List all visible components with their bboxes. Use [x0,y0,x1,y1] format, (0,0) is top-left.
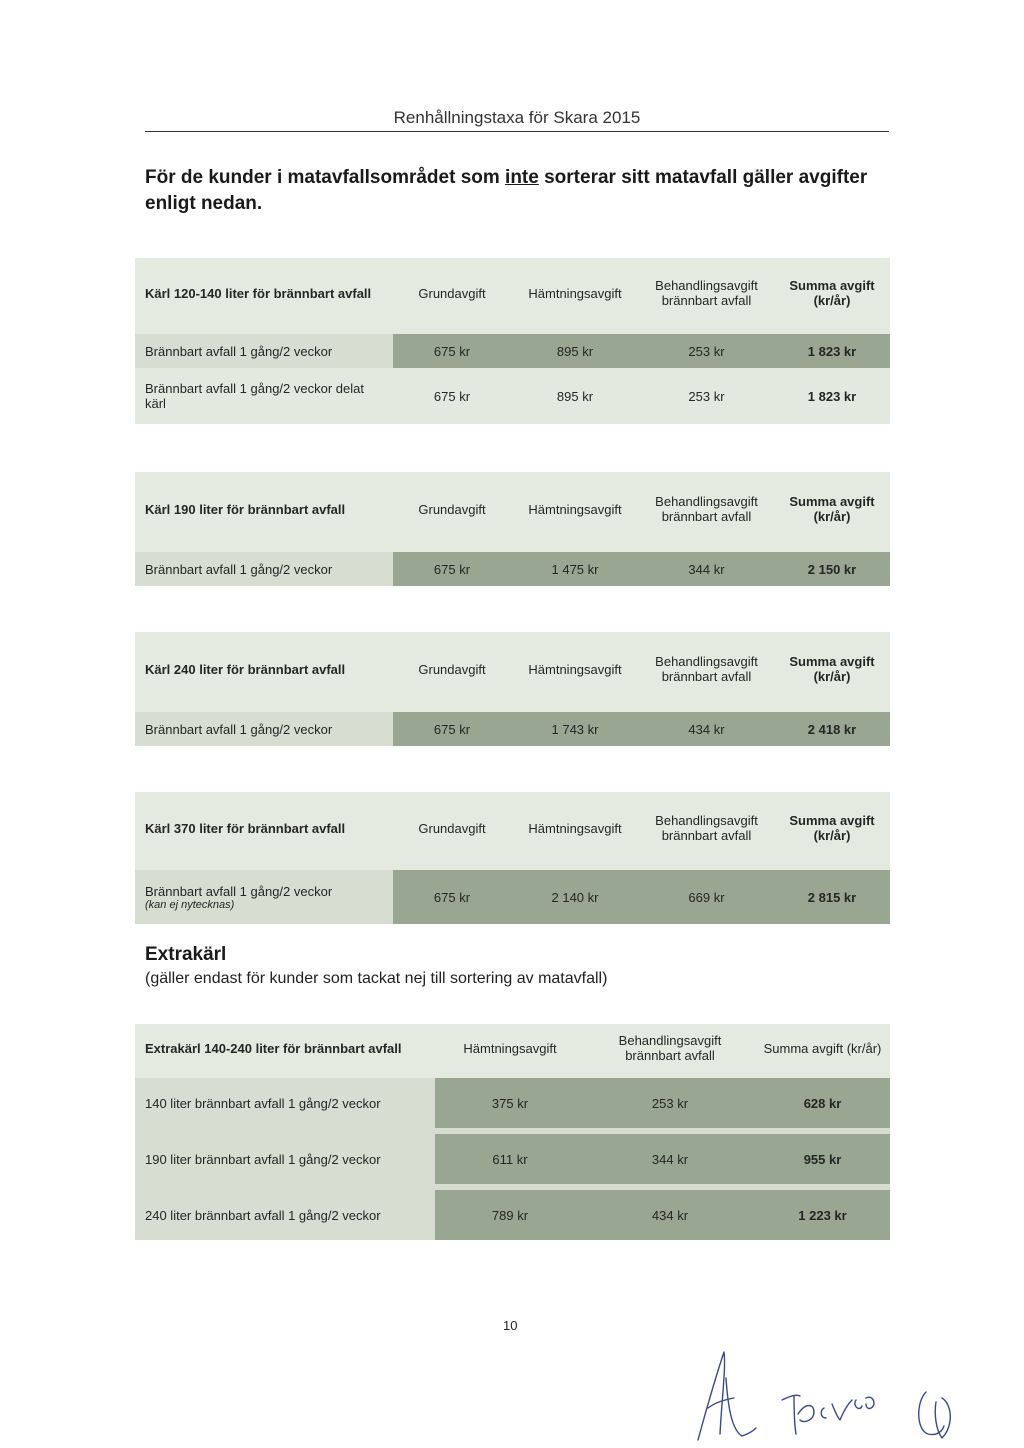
column-header-base-fee: Grundavgift [393,472,511,546]
total-fee-cell: 2 418 kr [774,712,890,746]
collection-fee-cell: 2 140 kr [511,870,639,924]
intro-emphasis: inte [505,167,539,188]
table-header-row [135,258,890,328]
table-row [135,1134,890,1184]
column-header-container: Kärl 370 liter för brännbart avfall [135,792,393,864]
treatment-fee-cell: 253 kr [639,368,774,424]
table-row [135,334,890,368]
column-header-collection-fee: Hämtningsavgift [435,1024,585,1072]
signature-2 [782,1395,874,1434]
collection-fee-cell: 1 743 kr [511,712,639,746]
column-header-total-fee: Summa avgift (kr/år) [755,1024,890,1072]
row-note: (kan ej nytecknas) [145,898,235,911]
row-label: Brännbart avfall 1 gång/2 veckor [135,552,393,586]
column-header-collection-fee: Hämtningsavgift [511,472,639,546]
treatment-fee-cell: 344 kr [585,1134,755,1184]
treatment-fee-cell: 669 kr [639,870,774,924]
column-header-treatment-fee: Behandlingsavgift brännbart avfall [639,472,774,546]
table-row [135,1078,890,1128]
column-header-treatment-fee: Behandlingsavgift brännbart avfall [639,258,774,328]
treatment-fee-cell: 434 kr [585,1190,755,1240]
column-header-collection-fee: Hämtningsavgift [511,792,639,864]
row-label: Brännbart avfall 1 gång/2 veckor (kan ej nytecknas) [135,870,393,924]
fee-table-370 [135,792,890,924]
collection-fee-cell: 895 kr [511,368,639,424]
extra-section-note: (gäller endast för kunder som tackat nej till sortering av matavfall) [145,970,608,987]
column-header-container: Kärl 120-140 liter för brännbart avfall [135,258,393,328]
handwritten-signatures [690,1338,990,1443]
column-header-total-fee: Summa avgift (kr/år) [774,258,890,328]
extra-section-title: Extrakärl [145,944,227,965]
table-header-row [135,632,890,706]
intro-text: För de kunder i matavfallsområdet som inte sorterar sitt matavfall gäller avgifter enligt nedan. [145,167,868,214]
total-fee-cell: 2 815 kr [774,870,890,924]
row-label: Brännbart avfall 1 gång/2 veckor [135,334,393,368]
page-number: 10 [503,1318,518,1333]
header-rule [145,131,889,132]
column-header-total-fee: Summa avgift (kr/år) [774,792,890,864]
total-fee-cell: 955 kr [755,1134,890,1184]
collection-fee-cell: 611 kr [435,1134,585,1184]
row-label: 190 liter brännbart avfall 1 gång/2 veckor [135,1134,435,1184]
total-fee-cell: 1 223 kr [755,1190,890,1240]
column-header-collection-fee: Hämtningsavgift [511,258,639,328]
collection-fee-cell: 789 kr [435,1190,585,1240]
column-header-treatment-fee: Behandlingsavgift brännbart avfall [639,632,774,706]
treatment-fee-cell: 344 kr [639,552,774,586]
fee-table-190 [135,472,890,586]
base-fee-cell: 675 kr [393,552,511,586]
collection-fee-cell: 895 kr [511,334,639,368]
fee-table-120-140 [135,258,890,424]
column-header-total-fee: Summa avgift (kr/år) [774,472,890,546]
column-header-container: Kärl 190 liter för brännbart avfall [135,472,393,546]
row-label: 240 liter brännbart avfall 1 gång/2 veckor [135,1190,435,1240]
page-header-title: Renhållningstaxa för Skara 2015 [393,108,641,127]
row-label: Brännbart avfall 1 gång/2 veckor [135,712,393,746]
signature-1 [698,1352,756,1440]
signature-3 [919,1392,951,1438]
treatment-fee-cell: 253 kr [585,1078,755,1128]
table-row [135,1190,890,1240]
column-header-base-fee: Grundavgift [393,792,511,864]
column-header-container: Kärl 240 liter för brännbart avfall [135,632,393,706]
column-header-treatment-fee: Behandlingsavgift brännbart avfall [585,1024,755,1072]
row-label: 140 liter brännbart avfall 1 gång/2 veckor [135,1078,435,1128]
table-header-row [135,792,890,864]
column-header-treatment-fee: Behandlingsavgift brännbart avfall [639,792,774,864]
collection-fee-cell: 1 475 kr [511,552,639,586]
extra-fee-table [135,1024,890,1240]
total-fee-cell: 1 823 kr [774,368,890,424]
treatment-fee-cell: 434 kr [639,712,774,746]
base-fee-cell: 675 kr [393,712,511,746]
table-header-row [135,472,890,546]
base-fee-cell: 675 kr [393,368,511,424]
collection-fee-cell: 375 kr [435,1078,585,1128]
table-header-row [135,1024,890,1072]
table-row [135,368,890,424]
table-row [135,712,890,746]
row-label: Brännbart avfall 1 gång/2 veckor delat kärl [135,368,393,424]
total-fee-cell: 2 150 kr [774,552,890,586]
total-fee-cell: 628 kr [755,1078,890,1128]
column-header-container: Extrakärl 140-240 liter för brännbart avfall [135,1024,435,1072]
table-row [135,870,890,924]
base-fee-cell: 675 kr [393,870,511,924]
fee-table-240 [135,632,890,746]
column-header-collection-fee: Hämtningsavgift [511,632,639,706]
column-header-base-fee: Grundavgift [393,258,511,328]
base-fee-cell: 675 kr [393,334,511,368]
column-header-base-fee: Grundavgift [393,632,511,706]
treatment-fee-cell: 253 kr [639,334,774,368]
total-fee-cell: 1 823 kr [774,334,890,368]
table-row [135,552,890,586]
column-header-total-fee: Summa avgift (kr/år) [774,632,890,706]
